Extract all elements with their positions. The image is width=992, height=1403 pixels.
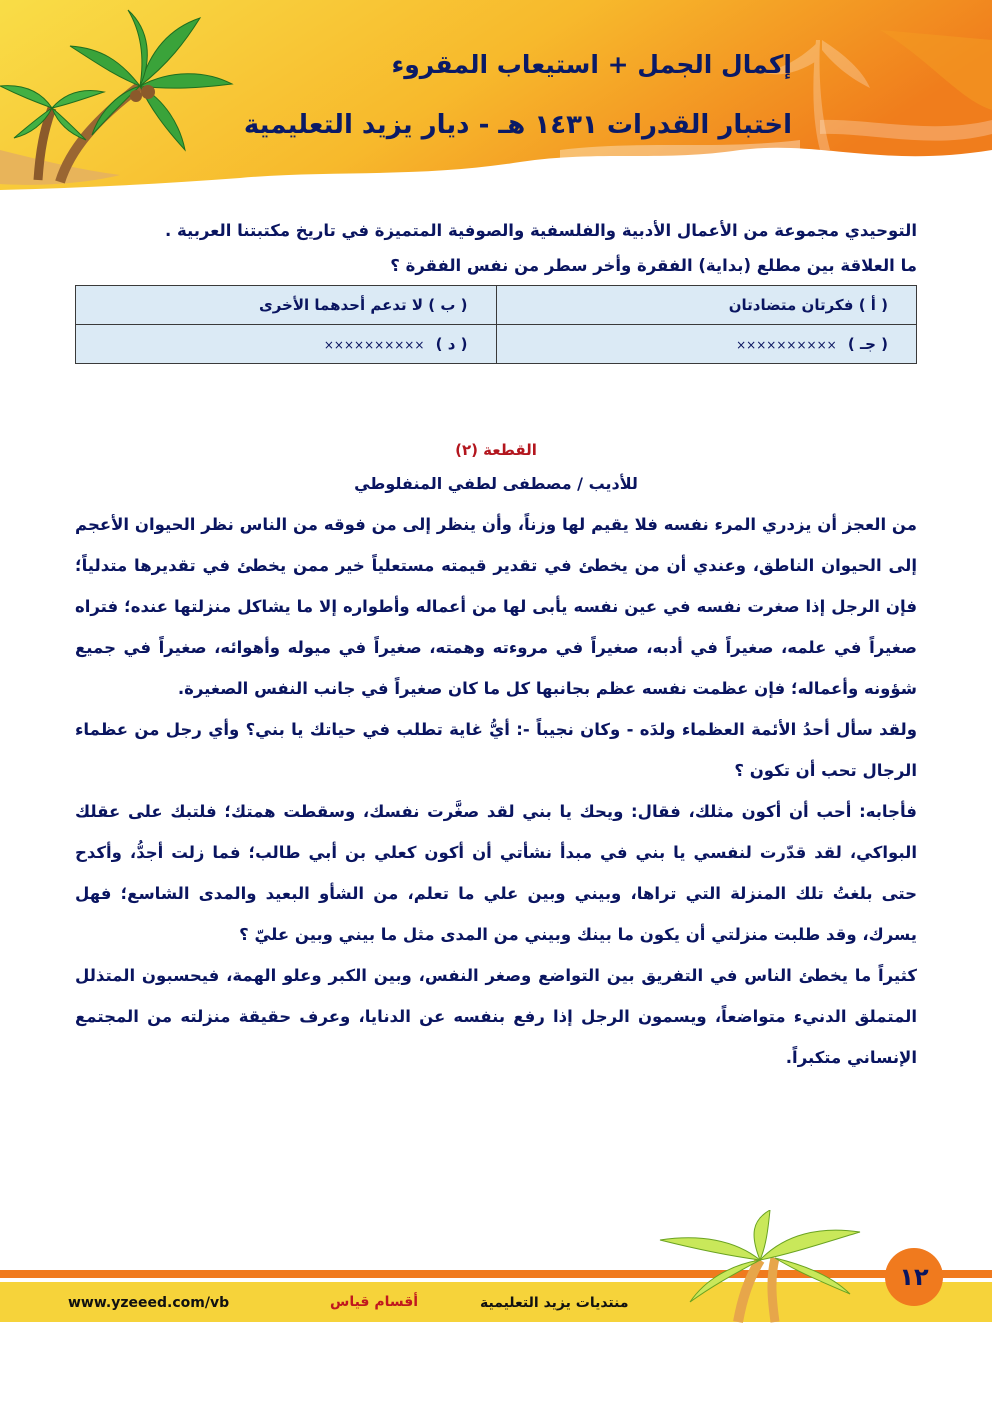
passage-title: القطعة (٢) (455, 441, 537, 459)
passage-paragraph-4: كثيراً ما يخطئ الناس في التفريق بين التواضع وصغر النفس، وبين الكبر وعلو الهمة، فيحسبون المتذلل المتملق الدنيء متواضعاً، ويسمون الرجل إذا رفع بنفسه عن الدنايا، وعرف حقيقة منزلته من المجتمع الإنساني متكبراً. (75, 966, 917, 1067)
option-c-label: ( جـ ) (847, 335, 888, 353)
option-d-label: ( د ) (435, 335, 468, 353)
footer-forum-name: منتديات يزيد التعليمية (480, 1295, 629, 1311)
header-subtitle: اختبار القدرات ١٤٣١ هـ - ديار يزيد التعليمية (243, 110, 792, 140)
page-footer (0, 1210, 992, 1330)
option-c (496, 325, 917, 364)
intro-question: ما العلاقة بين مطلع (بداية) الفقرة وأخر سطر من نفس الفقرة ؟ (390, 256, 917, 275)
header-title: إكمال الجمل + استيعاب المقروء (391, 50, 792, 79)
passage-paragraph-3: فأجابه: أحب أن أكون مثلك، فقال: ويحك يا بني لقد صغَّرت نفسك، وسقطت همتك؛ فلتبك على عقلك البواكي، لقد قدّرت لنفسي يا بني في مبدأ نشأتي أن أكون كعلي بن أبي طالب؛ فما زلت أجدُّ، وأكدح حتى بلغتُ تلك المنزلة التي تراها، وبيني وبين علي ما تعلم، من الشأو البعيد والمدى الشاسع؛ فهل يسرك، وقد طلبت منزلتي أن يكون ما بينك وبيني من المدى مثل ما بيني وبين عليّ ؟ (75, 802, 917, 944)
header-banner-graphic (0, 0, 992, 200)
option-b-text: لا تدعم أحدهما الأخرى (258, 296, 424, 314)
option-a (496, 286, 917, 325)
option-c-text: ×××××××××× (736, 338, 837, 352)
option-b-label: ( ب ) (428, 296, 468, 314)
option-b (76, 286, 497, 325)
page-header (0, 0, 992, 200)
footer-section-link[interactable]: أقسام قياس (330, 1294, 419, 1310)
page-number-badge (885, 1248, 943, 1306)
option-d-text: ×××××××××× (323, 338, 425, 352)
intro-paragraph: التوحيدي مجموعة من الأعمال الأدبية والفلسفية والصوفية المتميزة في تاريخ مكتبتنا العربية . (164, 221, 917, 240)
passage-paragraph-2: ولقد سأل أحدُ الأئمة العظماء ولدَه - وكان نجيباً -: أيُّ غاية تطلب في حياتك يا بني؟ وأي رجل من عظماء الرجال تحب أن تكون ؟ (75, 720, 917, 780)
footer-banner-graphic (0, 1210, 992, 1330)
passage-author: للأديب / مصطفى لطفي المنفلوطي (354, 474, 638, 493)
footer-website-link[interactable]: www.yzeeed.com/vb (68, 1295, 230, 1311)
answer-options-table (75, 285, 917, 364)
passage-paragraph-1: من العجز أن يزدري المرء نفسه فلا يقيم لها وزناً، وأن ينظر إلى من فوقه من الناس نظر الحيوان الأعجم إلى الحيوان الناطق، وعندي أن من يخطئ في تقدير قيمته مستعلياً خير ممن يخطئ في تقديرها متدلياً؛ فإن الرجل إذا صغرت نفسه في عين نفسه يأبى لها من أعماله وأطواره إلا ما يشاكل منزلتها عنده؛ فتراه صغيراً في علمه، صغيراً في أدبه، صغيراً في مروءته وهمته، صغيراً في ميوله وأهوائه، صغيراً في جميع شؤونه وأعماله؛ فإن عظمت نفسه عظم بجانبها كل ما كان صغيراً في جانب النفس الصغيرة. (75, 515, 917, 698)
page-number: ١٢ (899, 1263, 929, 1291)
option-d (76, 325, 497, 364)
page-content (75, 210, 917, 1078)
option-a-label: ( أ ) (858, 296, 888, 314)
option-a-text: فكرتان متضادتان (728, 296, 854, 314)
